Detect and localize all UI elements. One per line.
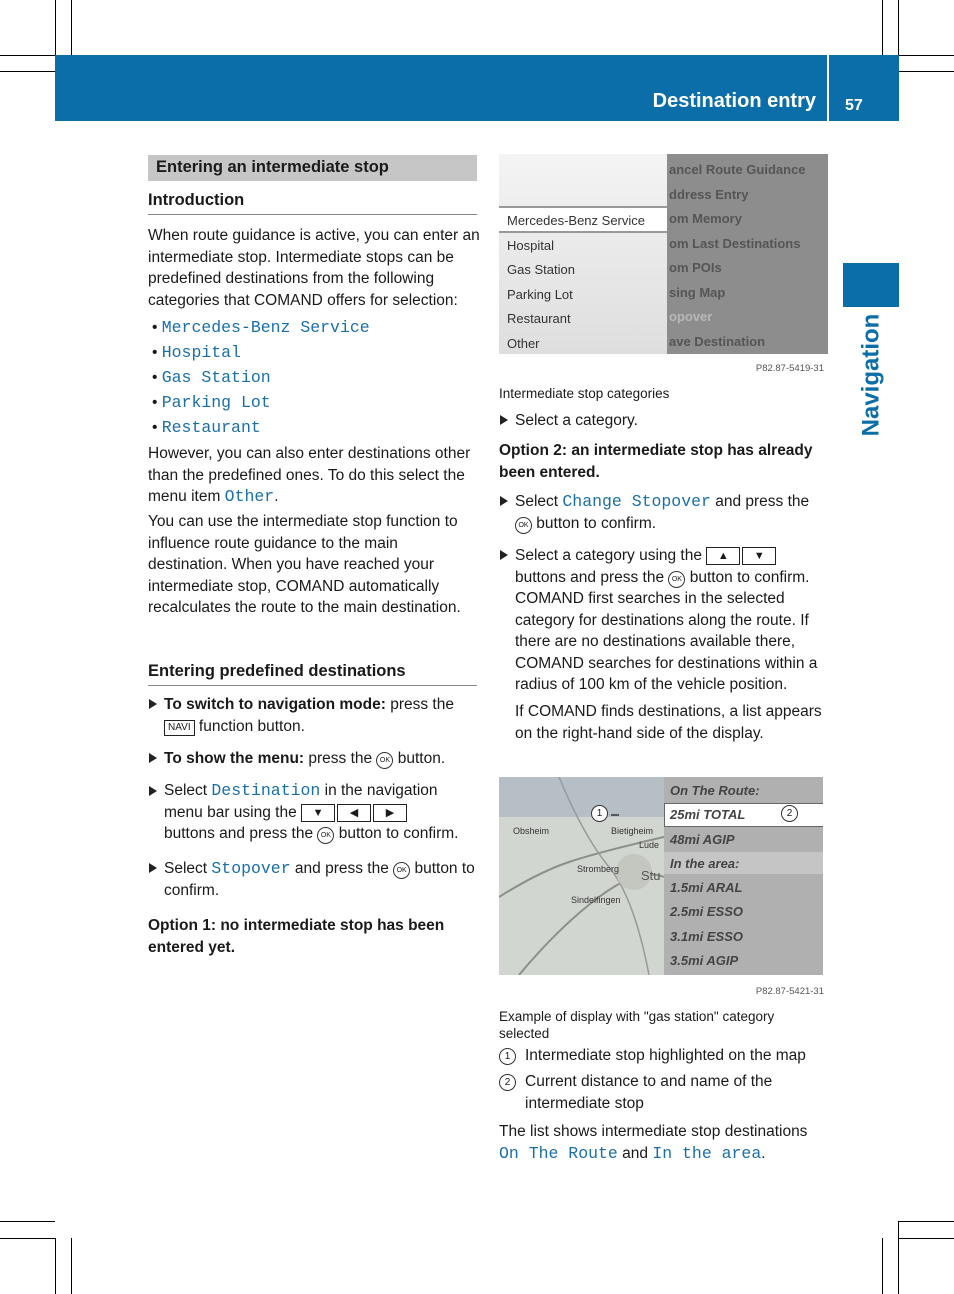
text: press the [385, 696, 454, 713]
map-label: Sindelfingen [571, 895, 621, 905]
step-select-category-buttons [515, 545, 830, 696]
marker-2-icon: 2 [781, 805, 798, 822]
legend-item [499, 1045, 829, 1067]
destination-list [664, 777, 823, 975]
list-item: 3.5mi AGIP [670, 953, 739, 969]
map-label: Stromberg [577, 864, 620, 874]
figure-code-strip [499, 975, 828, 995]
step-arrow-icon [500, 415, 508, 425]
step-navigation-mode [164, 694, 480, 737]
option1-heading: Option 1: no intermediate stop has been entered yet. [148, 917, 445, 956]
screenshot-categories [499, 154, 828, 354]
step-arrow-icon [149, 786, 157, 796]
crop-mark [0, 55, 55, 56]
ok-button-icon: OK [376, 752, 393, 769]
list-item: 3.1mi ESSO [670, 928, 743, 944]
section-title: Entering an intermediate stop [156, 158, 389, 176]
predef-heading: Entering predefined destinations [148, 661, 477, 686]
menu-item-stopover: Stopover [211, 859, 291, 878]
menu-item: ave Destination [669, 333, 766, 349]
crop-mark [899, 1238, 954, 1239]
step-arrow-icon [500, 496, 508, 506]
text: However, you can also enter destinations other than the predefined ones. To do this select the menu item [148, 445, 471, 505]
list-item: • Mercedes-Benz Service [152, 318, 370, 337]
crop-mark [898, 0, 899, 55]
menu-item: Restaurant [507, 311, 571, 326]
list-item: • Parking Lot [152, 393, 271, 412]
crop-mark [71, 0, 72, 55]
menu-item: Mercedes-Benz Service [507, 213, 645, 228]
text: Select [515, 493, 563, 510]
menu-item: Parking Lot [507, 286, 573, 302]
crop-mark [899, 1221, 954, 1222]
text: button. [393, 750, 446, 767]
figure-code: P82.87-5419-31 [755, 363, 824, 374]
text: and press the [710, 493, 810, 510]
function-text: You can use the intermediate stop function to influence route guidance to the main destination. When you have reached your intermediate stop, COMAND automatically recalculates the route to the main destination. [148, 513, 461, 616]
text: The list shows intermediate stop destinations [499, 1123, 808, 1140]
text: Select [164, 782, 212, 799]
header-divider [827, 55, 829, 121]
down-arrow-icon: ▼ [742, 547, 776, 565]
ok-button-icon: OK [393, 862, 410, 879]
crop-mark [55, 0, 56, 55]
list-on-the-route: On The Route [499, 1143, 618, 1163]
step-arrow-icon [500, 550, 508, 560]
menu-item: om POIs [669, 260, 722, 275]
map-label: Bietigheim [611, 826, 654, 836]
left-arrow-icon: ◀ [337, 804, 371, 822]
text: button to confirm. [334, 825, 459, 842]
navi-key-icon: NAVI [164, 720, 195, 736]
list-header: On The Route: [670, 783, 760, 798]
down-arrow-icon: ▼ [301, 804, 335, 822]
section-title-bar [148, 155, 477, 181]
crop-mark [882, 1238, 883, 1294]
text: button to confirm. [532, 514, 657, 532]
other-text [148, 443, 480, 508]
menu-item: ddress Entry [669, 186, 749, 202]
category-label: Restaurant [161, 418, 261, 437]
crop-mark [882, 0, 883, 55]
header-title: Destination entry [652, 90, 816, 112]
destination-list-items [670, 779, 760, 973]
scrollbar [823, 777, 828, 975]
option2-heading: Option 2: an intermediate stop has already been entered. [499, 442, 813, 481]
step-show-menu [164, 748, 480, 770]
list-item: 1.5mi ARAL [670, 880, 743, 896]
ok-button-icon: OK [515, 517, 532, 534]
crop-mark [899, 71, 954, 72]
legend-text: Current distance to and name of the intermediate stop [525, 1073, 773, 1112]
list-header: In the area: [670, 855, 740, 871]
crop-mark [71, 1238, 72, 1294]
map-label: Obsheim [513, 826, 550, 836]
text: To switch to navigation mode: [164, 696, 386, 713]
text: and press the [290, 860, 394, 877]
text: button to confirm. [164, 860, 475, 899]
text: . [274, 488, 279, 505]
menu-item-change-stopover: Change Stopover [562, 492, 711, 511]
right-arrow-icon: ▶ [373, 804, 407, 822]
crop-mark [898, 1221, 899, 1294]
step-select-destination [164, 780, 480, 845]
category-label: Gas Station [161, 368, 271, 387]
text: buttons and press the [164, 825, 318, 842]
category-menu-panel [499, 154, 667, 354]
ok-button-icon: OK [668, 571, 685, 588]
list-item: 48mi AGIP [670, 831, 735, 847]
list-item: 25mi TOTAL [670, 807, 746, 823]
menu-item: opover [669, 309, 713, 324]
text: button to confirm. COMAND first searches in the selected category for destinations along the route. If there are no destinations available there, COMAND searches for destinations within a radius of 100 km of the vehicle position. [515, 568, 818, 693]
caption: Intermediate stop categories [499, 386, 670, 401]
ok-button-icon: OK [317, 827, 334, 844]
category-list [507, 209, 645, 354]
list-in-the-area: In the area [652, 1143, 762, 1163]
step-select-stopover [164, 858, 480, 901]
text: function button. [194, 717, 305, 735]
text: buttons and press the [515, 568, 669, 586]
side-tab [843, 263, 899, 307]
text: To show the menu: [164, 750, 305, 767]
step-change-stopover [515, 491, 831, 534]
step-arrow-icon [149, 699, 157, 709]
page-number: 57 [845, 97, 863, 114]
crop-mark [0, 1238, 55, 1239]
list-item: 2.5mi ESSO [670, 904, 743, 920]
text: and [617, 1144, 653, 1162]
crop-mark [0, 1221, 55, 1222]
map-region [499, 777, 664, 817]
screenshot-map [499, 777, 828, 975]
category-label: Mercedes-Benz Service [161, 318, 370, 337]
legend-number-icon: 2 [499, 1074, 516, 1091]
up-arrow-icon: ▲ [706, 547, 740, 565]
text: Select a category using the [515, 547, 707, 564]
menu-item: sing Map [669, 284, 726, 300]
list-item: • Hospital [152, 343, 241, 362]
map-label: Stu [641, 868, 661, 883]
menu-item: om Memory [669, 211, 742, 226]
text: Select [164, 860, 212, 877]
page-header [55, 55, 899, 121]
figure-code-strip [499, 354, 828, 374]
map-label: Lude [639, 840, 660, 850]
menu-item: ancel Route Guidance [669, 162, 806, 177]
menu-item: Gas Station [507, 262, 575, 277]
side-tab-text: Navigation [857, 313, 885, 437]
nav-menu-list [669, 158, 806, 354]
step-result-text: If COMAND finds destinations, a list appears on the right-hand side of the display. [515, 703, 822, 742]
intro-text: When route guidance is active, you can enter an intermediate stop. Intermediate stops can be predefined destinations from the following categories that COMAND offers for selection: [148, 227, 480, 309]
caption: Example of display with "gas station" category selected [499, 1009, 775, 1041]
list-item: • Gas Station [152, 368, 271, 387]
crop-mark [55, 1238, 56, 1294]
crop-mark [899, 55, 954, 56]
menu-item-destination: Destination [211, 781, 321, 800]
text: press the [304, 750, 377, 767]
nav-menu-panel [667, 154, 828, 354]
step-select-category: Select a category. [515, 412, 638, 429]
menu-item-other: Other [224, 487, 275, 506]
menu-item: om Last Destinations [669, 235, 801, 251]
crop-mark [0, 71, 55, 72]
legend-number-icon: 1 [499, 1048, 516, 1065]
intro-heading: Introduction [148, 190, 477, 215]
text: . [761, 1144, 766, 1162]
category-label: Parking Lot [161, 393, 271, 412]
legend-text: Intermediate stop highlighted on the map [525, 1047, 806, 1064]
list-description [499, 1121, 831, 1164]
step-arrow-icon [149, 753, 157, 763]
step-arrow-icon [149, 863, 157, 873]
legend-item [499, 1071, 829, 1114]
list-item: • Restaurant [152, 418, 261, 437]
menu-item: Hospital [507, 237, 554, 253]
marker-1-icon: 1 [591, 805, 608, 822]
text: in the navigation menu bar using the [164, 782, 438, 821]
menu-item: Other [507, 335, 540, 351]
category-label: Hospital [161, 343, 241, 362]
side-tab-label [821, 310, 921, 440]
figure-code: P82.87-5421-31 [755, 986, 824, 997]
